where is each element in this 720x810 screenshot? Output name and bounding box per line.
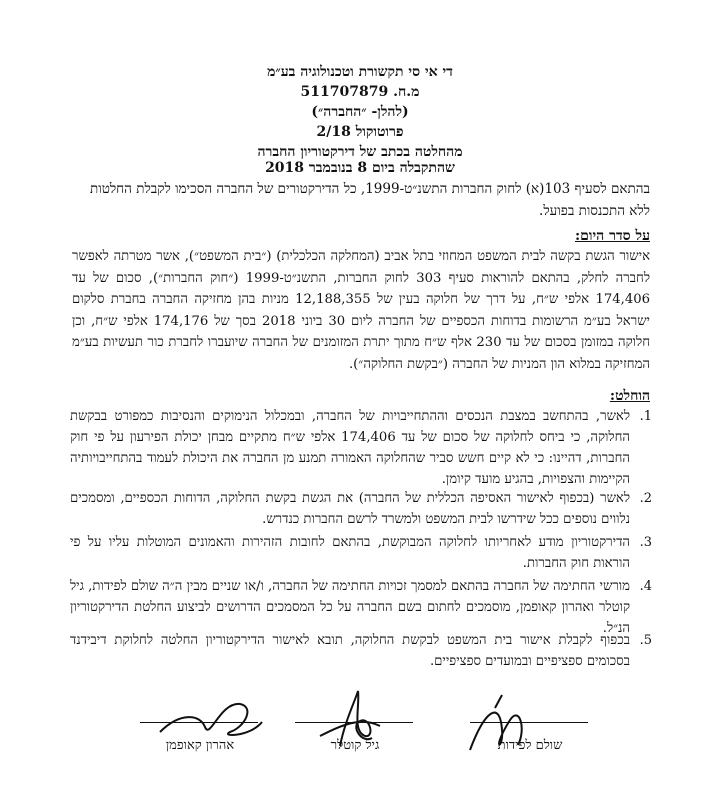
signatory-name: אהרון קאופמן [165,738,235,753]
company-name: די אי סי תקשורת וטכנולוגיה בע״מ [267,64,453,80]
resolution-item-2 [70,488,652,530]
resolution-item-3 [70,532,652,574]
item-number: 3. [639,535,652,550]
agenda-text: אישור הגשת בקשה לבית המשפט המחוזי בתל אביב (המחלקה הכלכלית) (״בית המשפט״), אשר מטרתה לאפשר לחברה לחלק, בהתאם להוראות סעיף 303 לחוק החברות, התשנ״ט-1999 (״חוק החברות״), סכום של עד 174,406 אלפי ש״ח, על דרך של חלוקה בעין של 12,188,355 מניות בהן מחזיקה החברה בחברת סלקום ישראל בע״מ הרשומות בדוחות הכספיים של החברה ליום 30 ביוני 2018 בסך של 174,176 אלפי ש״ח, וכן חלוקה במזומן בסכום של עד 230 אלף ש״ח מתוך יתרת המזומנים של החברה שיועברו לחברת כור תעשיות בע״מ המחזיקה במלוא הון המניות של החברה (״בקשת החלוקה״). [72,249,650,372]
item-number: 1. [639,409,652,424]
protocol-number: פרוטוקול 2/18 [316,124,404,140]
item-text: לאשר (בכפוף לאישור האסיפה הכללית של החברה) את הגשת בקשת החלוקה, הדוחות הכספיים, ומסמכים נלווים נוספים ככל שידרשו לבית המשפט ולמשרד לרשם החברות כנדרש. [70,491,630,527]
intro-paragraph: בהתאם לסעיף 103(א) לחוק החברות התשנ״ט-1999, כל הדירקטורים של החברה הסכימו לקבלת החלטות ללא התכנסות בפועל. [90,181,650,219]
item-text: הדירקטוריון מודע לאחריותו לחלוקה המבוקשת, בהתאם לחובות הזהירות והאמונים המוטלות עליו על פי הוראות חוק החברות. [70,535,630,571]
company-alias: (להלן- ״החברה״) [311,104,409,120]
resolution-item-5 [70,630,652,672]
signature-line [140,722,258,723]
agenda-title: על סדר היום: [574,228,650,244]
resolution-date: שהתקבלה ביום 8 בנובמבר 2018 [265,160,455,176]
item-text: בכפוף לקבלת אישור בית המשפט לבקשת החלוקה, תובא לאישור הדירקטוריון החלטה לחלוקת דיבידנד בסכומים ספציפיים ובמועדים ספציפיים. [70,633,630,669]
item-number: 5. [639,633,652,648]
resolved-title: הוחלט: [609,388,650,404]
item-text: מורשי החתימה של החברה בהתאם למסמך זכויות החתימה של החברה, ו/או שניים מבין ה״ה שולם לפידות, גיל קוטלר ואהרון קאופמן, מוסמכים לחתום בשם החברה על כל המסמכים הדרושים לביצוע החלטת הדירקטוריון הנ״ל. [70,579,630,636]
item-number: 4. [639,579,652,594]
company-registration: מ.ח. 511707879 [300,84,420,100]
item-number: 2. [639,491,652,506]
signatory-name: שולם לפידות [497,738,563,753]
resolution-item-1 [70,406,652,490]
signature-line [295,722,413,723]
item-text: לאשר, בהתחשב במצבת הנכסים וההתחייבויות של החברה, ובמכלול הנימוקים והנסיבות כמפורט בבקשת החלוקה, כי ביחס לחלוקה של סכום של עד 174,406 אלפי ש״ח מתקיים מבחן יכולת הפירעון על פי חוק החברות, דהיינו: כי לא קיים חשש סביר שהחלוקה האמורה תמנע מן החברה את היכולת לעמוד בהתחייבויותיה הקיימות והצפויות, בהגיע מועד קיומן. [70,409,630,487]
resolution-title: מהחלטה בכתב של דירקטוריון החברה [257,144,463,160]
signature-line [470,722,588,723]
signatory-name: גיל קוטלר [330,738,380,753]
